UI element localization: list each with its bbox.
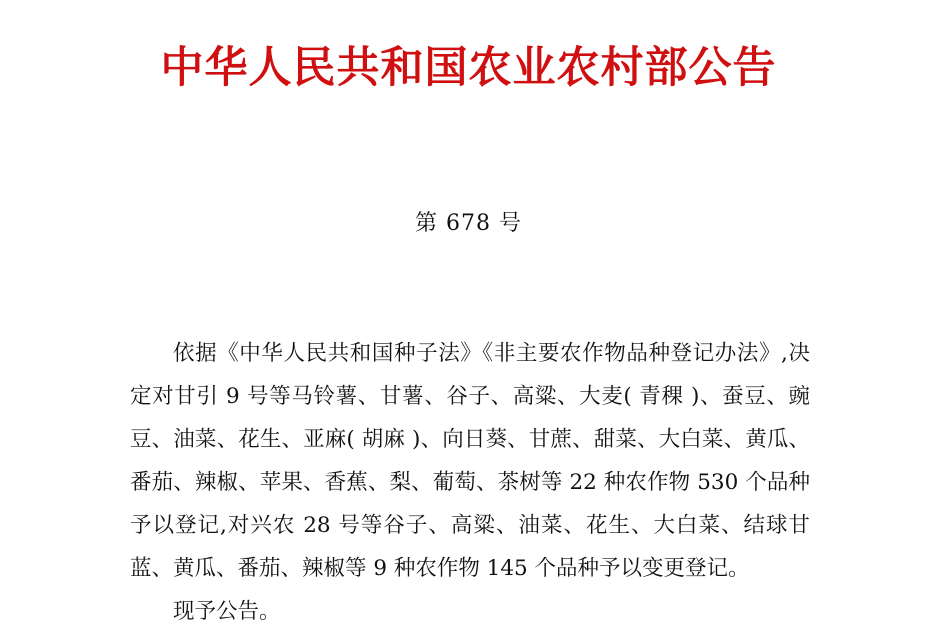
document-title: 中华人民共和国农业农村部公告 bbox=[160, 43, 777, 93]
body-paragraph: 现予公告。 bbox=[173, 599, 281, 624]
body-paragraph: 依据《中华人民共和国种子法》《非主要农作物品种登记办法》,决定对甘引 9 号等马铃薯、甘薯、谷子、高粱、大麦( 青稞 )、蚕豆、豌豆、油菜、花生、亚麻( 胡麻 )、向日葵、甘蔗、甜菜、大白菜、黄瓜、番茄、辣椒、苹果、香蕉、梨、葡萄、茶树等 22 种农作物 530 个品种予以登记,对兴农 28 号等谷子、高粱、油菜、花生、大白菜、结球甘蓝、黄瓜、番茄、辣椒等 9 种农作物 145 个品种予以变更登记。 bbox=[130, 341, 810, 581]
document-number: 第 678 号 bbox=[415, 210, 522, 236]
document-body bbox=[130, 332, 810, 633]
